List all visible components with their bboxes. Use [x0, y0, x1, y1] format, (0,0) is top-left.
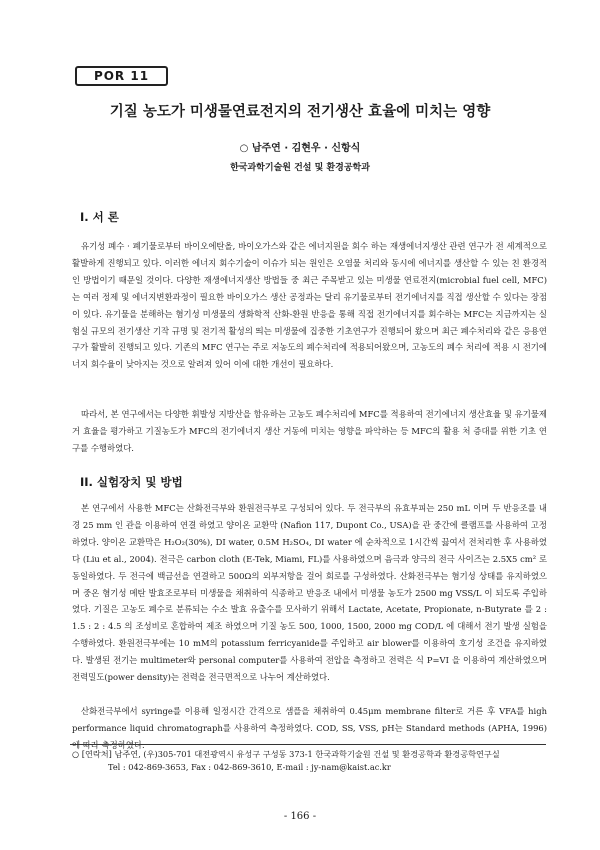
page-number: - 166 -: [283, 811, 317, 822]
intro-paragraph-1: 유기성 폐수 · 폐기물로부터 바이오에탄올, 바이오가스와 같은 에너지원을 회수 하는 재생에너지생산 관련 연구가 전 세계적으로 활발하게 진행되고 있다. 이러한 에너지 회수기술이 이슈가 되는 원인은 오염물 처리와 동시에 에너지를 생산할 수 있는 친 환경적인 방법이기 때문일 것이다. 다양한 재생에너지생산 방법들 중 최근 주목받고 있는 미생물 연료전지(microbial fuel cell, MFC)는 여러 정제 및 에너지변환과정이 필요한 바이오가스 생산 공정과는 달리 유기물로부터 전기에너지를 직접 생산할 수 있다는 장점이 있다. 유기물을 분해하는 혐기성 미생물의 생화학적 산화-환원 반응을 통해 직접 전기에너지를 회수하는 MFC는 지금까지는 실험실 규모의 전기생산 기작 규명 및 전기적 활성의 띄는 미생물에 집중한 기초연구가 진행되어 왔으며 최근 폐수처리와 같은 응용연구가 활발히 진행되고 있다. 기존의 MFC 연구는 주로 저농도의 폐수처리에 적용되어왔으며, 고농도의 폐수 처리에 적용 시 전기에너지 회수율이 낮아지는 것으로 알려져 있어 이에 대한 개선이 필요하다.: [72, 241, 547, 370]
footnote-divider: [70, 744, 546, 745]
paper-title: 기질 농도가 미생물연료전지의 전기생산 효율에 미치는 영향: [109, 104, 491, 120]
affiliation: 한국과학기술원 건설 및 환경공학과: [230, 163, 370, 173]
contact-footnote-line-1: ○ [연락처] 남주연, (우)305-701 대전광역시 유성구 구성동 373-1 한국과학기술원 건설 및 환경공학과 환경공학연구실: [72, 749, 500, 759]
contact-footnote-line-2: Tel : 042-869-3653, Fax : 042-869-3610, E-mail : jy-nam@kaist.ac.kr: [108, 762, 391, 772]
session-tag: POR 11: [75, 66, 168, 86]
section-heading-methods: II. 실험장치 및 방법: [80, 475, 183, 489]
methods-paragraph-2: 산화전극부에서 syringe를 이용해 일정시간 간격으로 샘플을 채취하여 0.45μm membrane filter로 거른 후 VFA를 high performance liquid chromatograph를 사용하여 측정하였다. COD, SS, VSS, pH는 Standard methods (APHA, 1996)에 따라 측정하였다.: [72, 706, 547, 750]
methods-paragraph-1: 본 연구에서 사용한 MFC는 산화전극부와 환원전극부로 구성되어 있다. 두 전극부의 유효부피는 250 mL 이며 두 반응조를 내경 25 mm 인 관을 이용하여 연결 하였고 양이온 교환막 (Nafion 117, Dupont Co., USA)을 관 중간에 클램프를 사용하여 고정하였다. 양이온 교환막은 H₂O₂(30%), DI water, 0.5M H₂SO₄, DI water 에 순차적으로 1시간씩 끓여서 전처리한 후 사용하였다 (Liu et al., 2004). 전극은 carbon cloth (E-Tek, Miami, FL)를 사용하였으며 음극과 양극의 전극 사이즈는 2.5X5 cm² 로 동일하였다. 두 전극에 백금선을 연결하고 500Ω의 외부저항을 걸어 회로를 구성하였다. 산화전극부는 혐기성 상태를 유지하였으며 중온 혐기성 메탄 발효조로부터 미생물을 채취하여 식종하고 반응조 내에서 미생물 농도가 2500 mg VSS/L 이 되도록 주입하였다. 기질은 고농도 폐수로 분류되는 수소 발효 유출수를 모사하기 위해서 Lactate, Acetate, Propionate, n-Butyrate 를 2 : 1.5 : 2 : 4.5 의 조성비로 혼합하여 제조 하였으며 기질 농도 500, 1000, 1500, 2000 mg COD/L 에 대해서 전기 발생 실험을 수행하였다. 환원전극부에는 10 mM의 potassium ferricyanide를 주입하고 air blower를 이용하여 호기성 조건을 유지하였다. 발생된 전기는 multimeter와 personal computer를 사용하여 전압을 측정하고 전력은 식 P=VI 을 이용하여 계산하였으며 전력밀도(power density)는 전력을 전극면적으로 나누어 계산하였다.: [72, 503, 547, 683]
intro-paragraph-2: 따라서, 본 연구에서는 다양한 휘발성 지방산을 함유하는 고농도 폐수처리에 MFC를 적용하여 전기에너지 생산효율 및 유기물제거 효율을 평가하고 기질농도가 MFC의 전기에너지 생산 거동에 미치는 영향을 파악하는 등 MFC의 활용 처 증대를 위한 기초 연구를 수행하였다.: [72, 409, 547, 453]
author-list: ○ 남주연 · 김현우 · 신항식: [239, 143, 361, 154]
section-heading-introduction: I. 서 론: [80, 210, 119, 224]
